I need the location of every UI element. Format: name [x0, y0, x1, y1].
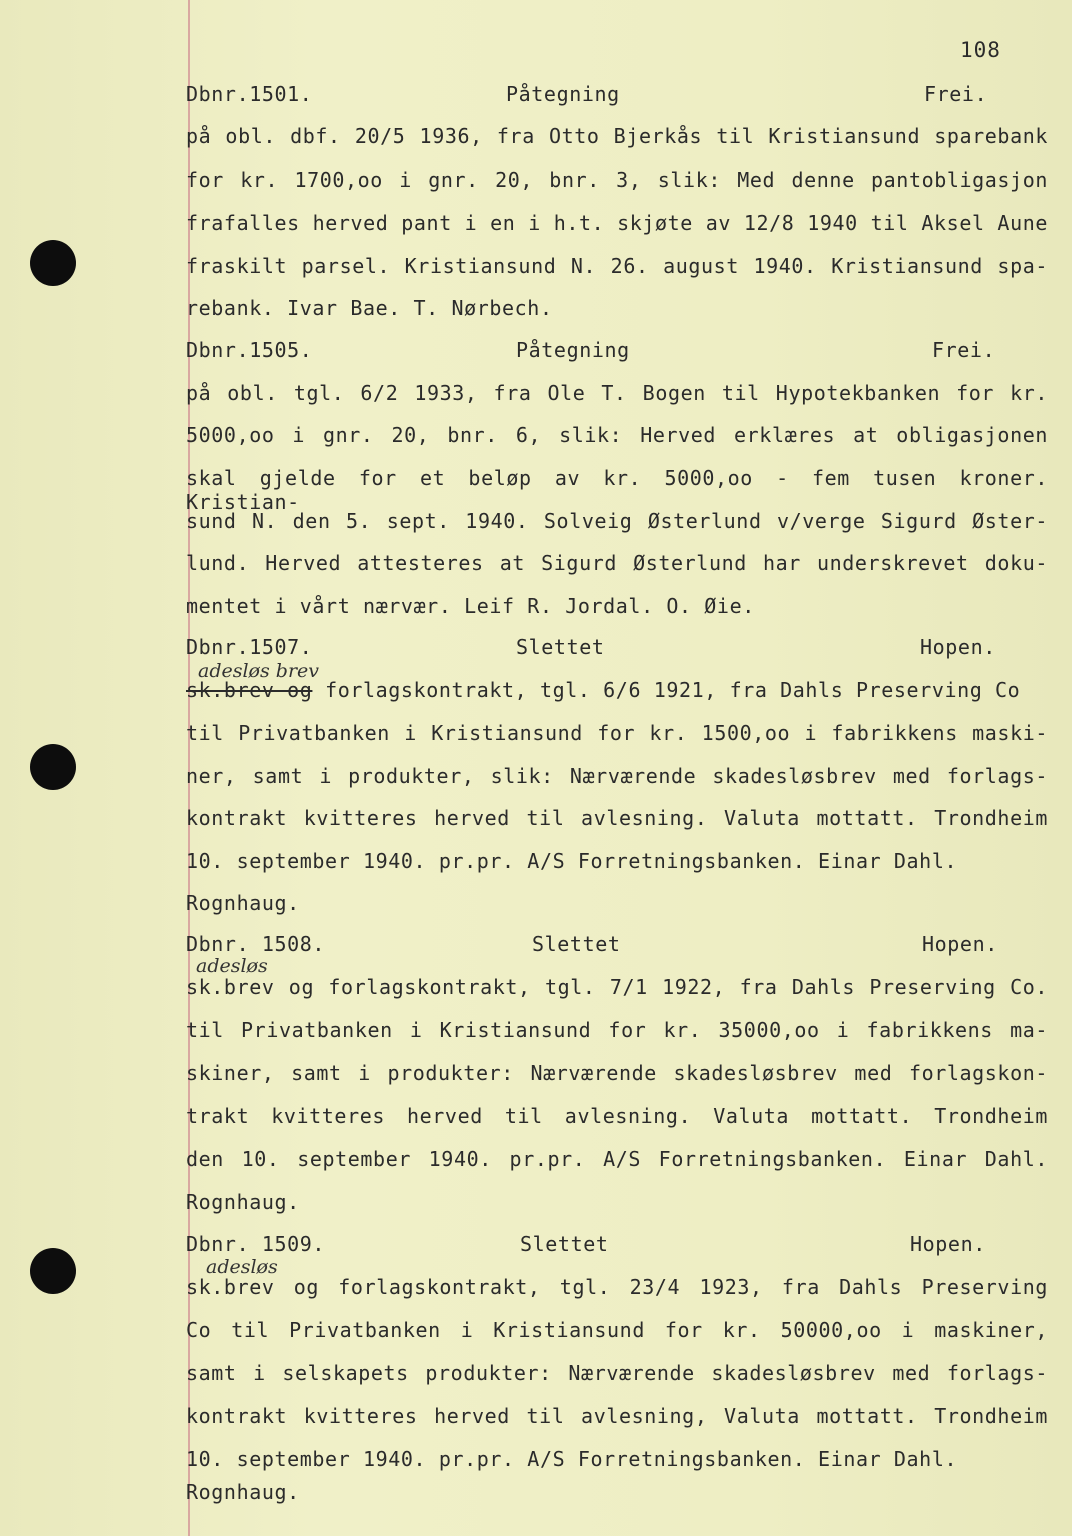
line-remainder: forlagskontrakt, tgl. 6/6 1921, fra Dahls Preserving Co — [312, 678, 1021, 702]
entry-type: Påtegning — [506, 82, 620, 106]
entry-text-line: Co til Privatbanken i Kristiansund for kr. 50000,oo i maskiner, — [186, 1318, 1048, 1342]
entry-number: Dbnr.1505. — [186, 338, 313, 362]
struck-prefix: sk.brev og — [186, 678, 313, 702]
entry-text-line: trakt kvitteres herved til avlesning. Valuta mottatt. Trondheim — [186, 1104, 1048, 1128]
entry-text-line: mentet i vårt nærvær. Leif R. Jordal. O. Øie. — [186, 594, 755, 618]
entry-text-line: rebank. Ivar Bae. T. Nørbech. — [186, 296, 553, 320]
entry-type: Slettet — [532, 932, 621, 956]
binder-hole-icon — [30, 240, 76, 286]
entry-text-line: fraskilt parsel. Kristiansund N. 26. august 1940. Kristiansund spa- — [186, 254, 1048, 278]
binder-hole-icon — [30, 744, 76, 790]
entry-type: Påtegning — [516, 338, 630, 362]
entry-text-line — [186, 678, 1020, 702]
entry-text-line: lund. Herved attesteres at Sigurd Østerlund har underskrevet doku- — [186, 551, 1048, 575]
entry-clerk: Hopen. — [910, 1232, 986, 1256]
entry-text-line: til Privatbanken i Kristiansund for kr. 35000,oo i fabrikkens ma- — [186, 1018, 1048, 1042]
entry-text-line: på obl. dbf. 20/5 1936, fra Otto Bjerkås til Kristiansund sparebank — [186, 124, 1048, 148]
entry-type: Slettet — [520, 1232, 609, 1256]
entry-text-line: ner, samt i produkter, slik: Nærværende skadesløsbrev med forlags- — [186, 764, 1048, 788]
entry-text-line: frafalles herved pant i en i h.t. skjøte av 12/8 1940 til Aksel Aune — [186, 211, 1048, 235]
entry-text-line: Rognhaug. — [186, 1480, 300, 1504]
entry-clerk: Frei. — [924, 82, 988, 106]
entry-text-line: sund N. den 5. sept. 1940. Solveig Østerlund v/verge Sigurd Øster- — [186, 509, 1048, 533]
handwritten-annotation: adesløs brev — [198, 660, 320, 682]
entry-clerk: Hopen. — [920, 635, 996, 659]
entry-text-line: skal gjelde for et beløp av kr. 5000,oo - fem tusen kroner. Kristian- — [186, 466, 1048, 514]
entry-clerk: Hopen. — [922, 932, 998, 956]
entry-number: Dbnr.1507. — [186, 635, 313, 659]
entry-text-line: på obl. tgl. 6/2 1933, fra Ole T. Bogen til Hypotekbanken for kr. — [186, 381, 1048, 405]
entry-text-line: 10. september 1940. pr.pr. A/S Forretningsbanken. Einar Dahl. — [186, 1447, 958, 1471]
entry-text-line: den 10. september 1940. pr.pr. A/S Forretningsbanken. Einar Dahl. — [186, 1147, 1048, 1171]
entry-number: Dbnr. 1508. — [186, 932, 326, 956]
entry-heading — [186, 932, 998, 960]
entry-number: Dbnr.1501. — [186, 82, 313, 106]
page-number: 108 — [960, 38, 1001, 62]
handwritten-annotation: adesløs — [206, 1256, 278, 1278]
entry-heading — [186, 338, 998, 366]
entry-heading — [186, 82, 998, 110]
handwritten-annotation: adesløs — [196, 955, 268, 977]
entry-clerk: Frei. — [932, 338, 996, 362]
binder-hole-icon — [30, 1248, 76, 1294]
entry-type: Slettet — [516, 635, 605, 659]
entry-text-line: 10. september 1940. pr.pr. A/S Forretningsbanken. Einar Dahl. — [186, 849, 958, 873]
entry-heading — [186, 635, 998, 663]
entry-text-line: kontrakt kvitteres herved til avlesning, Valuta mottatt. Trondheim — [186, 1404, 1048, 1428]
entry-text-line: Rognhaug. — [186, 1190, 300, 1214]
entry-text-line: til Privatbanken i Kristiansund for kr. 1500,oo i fabrikkens maski- — [186, 721, 1048, 745]
entry-text-line: for kr. 1700,oo i gnr. 20, bnr. 3, slik: Med denne pantobligasjon — [186, 168, 1048, 192]
entry-text-line: skiner, samt i produkter: Nærværende skadesløsbrev med forlagskon- — [186, 1061, 1048, 1085]
entry-text-line: 5000,oo i gnr. 20, bnr. 6, slik: Herved erklæres at obligasjonen — [186, 423, 1048, 447]
entry-text-line: sk.brev og forlagskontrakt, tgl. 23/4 1923, fra Dahls Preserving — [186, 1275, 1048, 1299]
entry-text-line: samt i selskapets produkter: Nærværende skadesløsbrev med forlags- — [186, 1361, 1048, 1385]
entry-text-line: sk.brev og forlagskontrakt, tgl. 7/1 1922, fra Dahls Preserving Co. — [186, 975, 1048, 999]
entry-text-line: Rognhaug. — [186, 891, 300, 915]
entry-number: Dbnr. 1509. — [186, 1232, 326, 1256]
entry-heading — [186, 1232, 998, 1260]
entry-text-line: kontrakt kvitteres herved til avlesning. Valuta mottatt. Trondheim — [186, 806, 1048, 830]
